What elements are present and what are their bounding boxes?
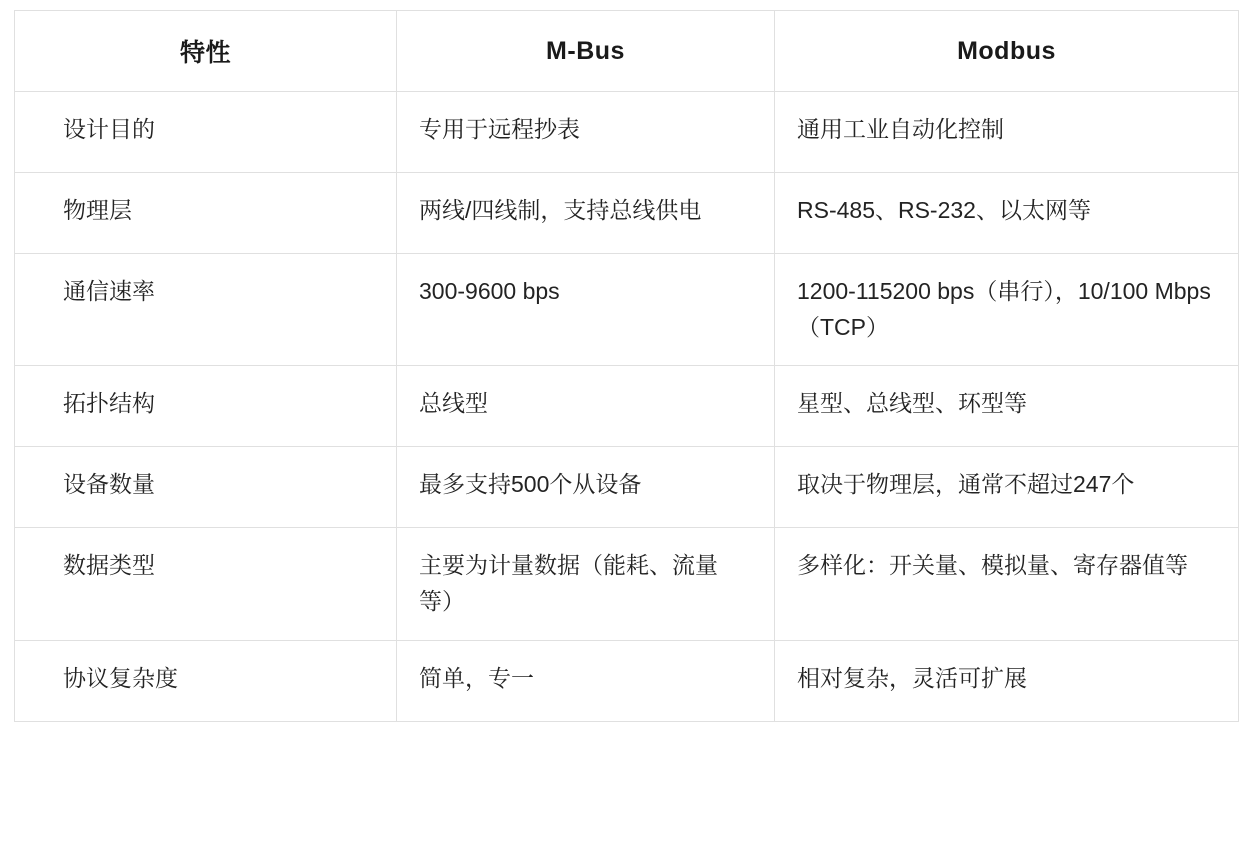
cell-feature: 数据类型 [15,528,397,640]
cell-mbus: 300-9600 bps [397,254,775,366]
column-header-modbus: Modbus [775,11,1239,92]
cell-feature: 拓扑结构 [15,366,397,447]
cell-modbus: 多样化：开关量、模拟量、寄存器值等 [775,528,1239,640]
cell-modbus: 1200-115200 bps（串行），10/100 Mbps（TCP） [775,254,1239,366]
column-header-mbus: M-Bus [397,11,775,92]
table-row [15,447,1239,528]
cell-feature: 设备数量 [15,447,397,528]
cell-feature: 设计目的 [15,92,397,173]
table-row [15,92,1239,173]
protocol-comparison-table [14,10,1239,722]
table-header-row [15,11,1239,92]
cell-feature: 协议复杂度 [15,640,397,721]
cell-feature: 物理层 [15,173,397,254]
cell-modbus: RS-485、RS-232、以太网等 [775,173,1239,254]
table-row [15,173,1239,254]
cell-mbus: 总线型 [397,366,775,447]
cell-mbus: 简单，专一 [397,640,775,721]
table-row [15,254,1239,366]
table-header [15,11,1239,92]
cell-modbus: 星型、总线型、环型等 [775,366,1239,447]
table-row [15,366,1239,447]
cell-mbus: 最多支持500个从设备 [397,447,775,528]
cell-mbus: 专用于远程抄表 [397,92,775,173]
cell-modbus: 相对复杂，灵活可扩展 [775,640,1239,721]
table-row [15,528,1239,640]
cell-feature: 通信速率 [15,254,397,366]
table-row [15,640,1239,721]
table-body [15,92,1239,722]
column-header-feature: 特性 [15,11,397,92]
cell-modbus: 取决于物理层，通常不超过247个 [775,447,1239,528]
cell-mbus: 主要为计量数据（能耗、流量等） [397,528,775,640]
cell-modbus: 通用工业自动化控制 [775,92,1239,173]
cell-mbus: 两线/四线制，支持总线供电 [397,173,775,254]
